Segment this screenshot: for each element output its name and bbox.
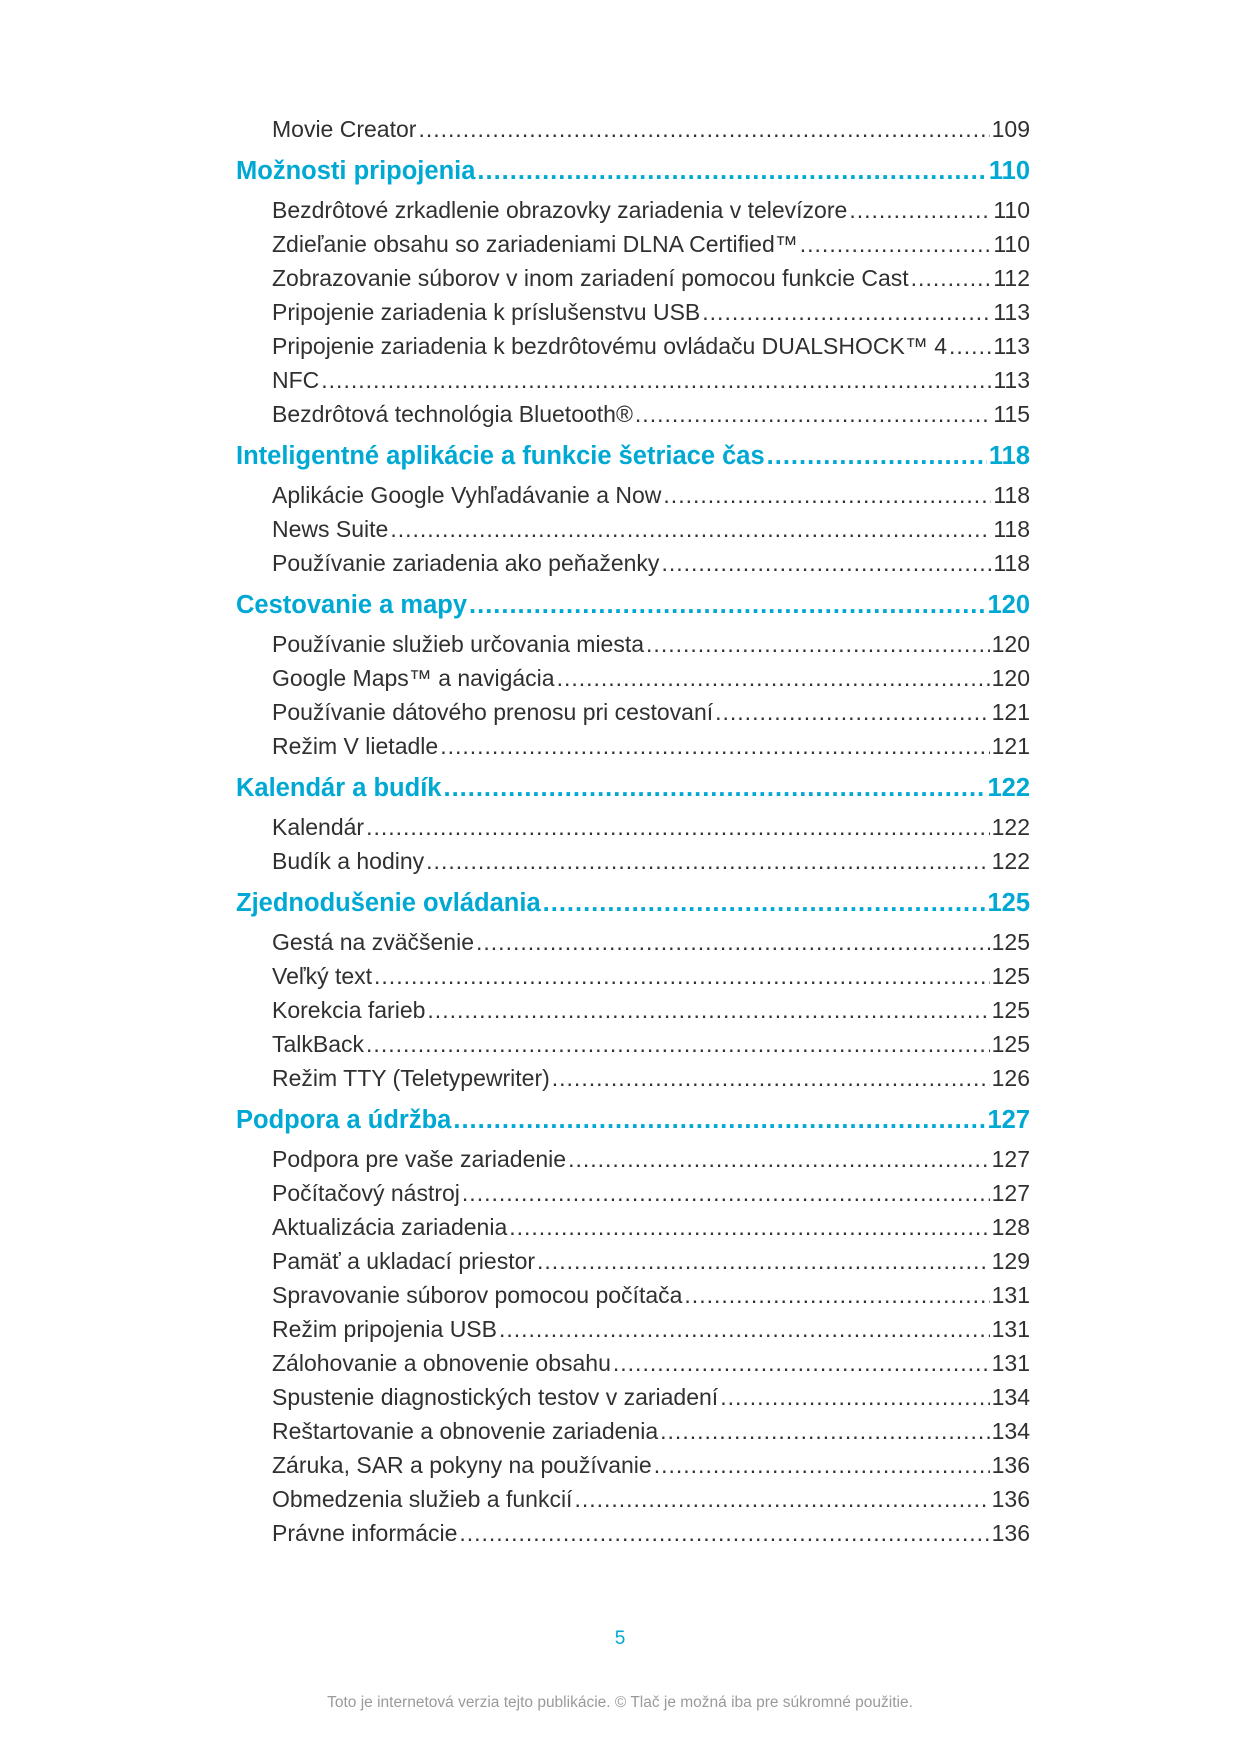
toc-page-number: 118 [993,516,1030,542]
toc-entry-title: Používanie dátového prenosu pri cestovaní [272,699,714,725]
dot-leader [469,584,985,627]
dot-leader [459,1516,989,1550]
toc-entry-row[interactable] [236,925,1030,959]
toc-entry-title: Používanie zariadenia ako peňaženky [272,550,660,576]
dot-leader [453,1099,985,1142]
toc-page-number: 110 [988,157,1030,185]
toc-section-row[interactable] [236,767,1030,810]
toc-entry-row[interactable] [236,546,1030,580]
dot-leader [418,112,989,146]
toc-section-row[interactable] [236,1099,1030,1142]
toc-page-number: 109 [991,116,1030,142]
toc-entry-row[interactable] [236,810,1030,844]
toc-section-row[interactable] [236,584,1030,627]
dot-leader [613,1346,990,1380]
toc-page-number: 125 [991,929,1030,955]
toc-entry-title: TalkBack [272,1031,365,1057]
toc-page-number: 136 [991,1486,1030,1512]
toc-section-row[interactable] [236,435,1030,478]
toc-page-number: 127 [991,1146,1030,1172]
toc-page-number: 134 [991,1418,1030,1444]
toc-page-number: 121 [991,699,1030,725]
dot-leader [684,1278,989,1312]
toc-entry-title: Veľký text [272,963,373,989]
toc-entry-row[interactable] [236,1210,1030,1244]
dot-leader [443,767,985,810]
toc-page-number: 118 [993,482,1030,508]
toc-page-number: 127 [991,1180,1030,1206]
dot-leader [654,1448,990,1482]
toc-entry-row[interactable] [236,227,1030,261]
toc-entry-title: Aktualizácia zariadenia [272,1214,508,1240]
page-number: 5 [614,1628,626,1649]
toc-page-number: 120 [987,591,1030,619]
toc-entry-row[interactable] [236,993,1030,1027]
toc-page-number: 121 [991,733,1030,759]
toc-entry-row[interactable] [236,729,1030,763]
toc-entry-row[interactable] [236,112,1030,146]
toc-entry-title: Zdieľanie obsahu so zariadeniami DLNA Certified™ [272,231,798,257]
toc-entry-row[interactable] [236,478,1030,512]
toc-page-number: 113 [993,333,1030,359]
toc-section-title: Podpora a údržba [236,1106,452,1134]
toc-entry-row[interactable] [236,261,1030,295]
toc-entry-title: Záruka, SAR a pokyny na používanie [272,1452,652,1478]
toc-entry-row[interactable] [236,661,1030,695]
dot-leader [800,227,992,261]
toc-entry-title: Právne informácie [272,1520,458,1546]
toc-page-number: 136 [991,1452,1030,1478]
toc-entry-title: Korekcia farieb [272,997,426,1023]
toc-entry-title: Aplikácie Google Vyhľadávanie a Now [272,482,662,508]
toc-entry-row[interactable] [236,363,1030,397]
toc-entry-title: Budík a hodiny [272,848,425,874]
dot-leader [660,1414,989,1448]
toc-page-number: 131 [991,1350,1030,1376]
toc-entry-title: Zobrazovanie súborov v inom zariadení pomocou funkcie Cast [272,265,909,291]
toc-page-number: 128 [991,1214,1030,1240]
toc-entry-title: Pripojenie zariadenia k príslušenstvu USB [272,299,701,325]
dot-leader [720,1380,989,1414]
toc-entry-row[interactable] [236,397,1030,431]
dot-leader [663,478,991,512]
toc-page-number: 120 [991,631,1030,657]
toc-page-number: 127 [987,1106,1030,1134]
toc-entry-title: Počítačový nástroj [272,1180,460,1206]
dot-leader [767,435,987,478]
toc-entry-title: Zálohovanie a obnovenie obsahu [272,1350,611,1376]
toc-entry-title: Spravovanie súborov pomocou počítača [272,1282,683,1308]
toc-section-row[interactable] [236,882,1030,925]
dot-leader [715,695,990,729]
toc-entry-row[interactable] [236,1312,1030,1346]
toc-section-title: Možnosti pripojenia [236,157,476,185]
toc-page-number: 110 [993,197,1030,223]
toc-page-number: 134 [991,1384,1030,1410]
toc-entry-title: Kalendár [272,814,365,840]
toc-entry-row[interactable] [236,1380,1030,1414]
dot-leader [635,397,991,431]
toc-page-number: 122 [987,774,1030,802]
toc-entry-row[interactable] [236,1142,1030,1176]
dot-leader [543,882,986,925]
dot-leader [537,1244,990,1278]
toc-entry-row[interactable] [236,1244,1030,1278]
toc-page-number: 136 [991,1520,1030,1546]
toc-entry-row[interactable] [236,1176,1030,1210]
toc-entry-row[interactable] [236,1482,1030,1516]
toc-entry-row[interactable] [236,512,1030,546]
toc-page-number: 126 [991,1065,1030,1091]
toc-page-number: 125 [991,997,1030,1023]
toc-entry-title: Gestá na zväčšenie [272,929,475,955]
toc-entry-title: Bezdrôtová technológia Bluetooth® [272,401,633,427]
toc-page-number: 129 [991,1248,1030,1274]
toc-section-title: Zjednodušenie ovládania [236,889,541,917]
toc-entry-row[interactable] [236,193,1030,227]
dot-leader [427,993,989,1027]
toc-page-number: 118 [993,550,1030,576]
toc-page-number: 115 [993,401,1030,427]
toc-page-number: 118 [988,442,1030,470]
toc-entry-title: Používanie služieb určovania miesta [272,631,645,657]
toc-page-number: 131 [991,1282,1030,1308]
toc-entry-row[interactable] [236,1516,1030,1550]
toc-entry-row[interactable] [236,627,1030,661]
toc-page-number: 122 [991,814,1030,840]
dot-leader [366,810,990,844]
dot-leader [374,959,990,993]
toc-entry-title: Reštartovanie a obnovenie zariadenia [272,1418,659,1444]
dot-leader [476,925,990,959]
toc-entry-row[interactable] [236,1061,1030,1095]
toc-page-number: 110 [993,231,1030,257]
table-of-contents [236,112,1030,1550]
dot-leader [911,261,992,295]
toc-entry-title: News Suite [272,516,389,542]
toc-page-number: 113 [993,367,1030,393]
toc-page-number: 120 [991,665,1030,691]
dot-leader [477,150,986,193]
dot-leader [462,1176,990,1210]
dot-leader [661,546,991,580]
toc-entry-row[interactable] [236,959,1030,993]
toc-page-number: 113 [993,299,1030,325]
dot-leader [390,512,991,546]
dot-leader [849,193,991,227]
toc-entry-row[interactable] [236,329,1030,363]
toc-entry-row[interactable] [236,1346,1030,1380]
dot-leader [552,1061,990,1095]
toc-entry-title: Režim V lietadle [272,733,439,759]
toc-entry-title: Režim TTY (Teletypewriter) [272,1065,550,1091]
dot-leader [574,1482,989,1516]
toc-entry-row[interactable] [236,1027,1030,1061]
dot-leader [557,661,990,695]
toc-page-number: 122 [991,848,1030,874]
toc-entry-title: Movie Creator [272,116,417,142]
toc-entry-row[interactable] [236,1414,1030,1448]
dot-leader [426,844,989,878]
toc-entry-title: Spustenie diagnostických testov v zariadení [272,1384,719,1410]
dot-leader [509,1210,989,1244]
toc-section-title: Cestovanie a mapy [236,591,468,619]
toc-page-number: 125 [987,889,1030,917]
toc-section-row[interactable] [236,150,1030,193]
toc-entry-title: Režim pripojenia USB [272,1316,497,1342]
toc-entry-title: Bezdrôtové zrkadlenie obrazovky zariadenia v televízore [272,197,848,223]
footer-note: Toto je internetová verzia tejto publikácie. © Tlač je možná iba pre súkromné použitie. [327,1694,913,1711]
toc-entry-title: Google Maps™ a navigácia [272,665,555,691]
dot-leader [568,1142,990,1176]
dot-leader [440,729,989,763]
toc-entry-row[interactable] [236,1448,1030,1482]
toc-page-number: 131 [991,1316,1030,1342]
toc-entry-row[interactable] [236,844,1030,878]
dot-leader [321,363,991,397]
toc-entry-row[interactable] [236,1278,1030,1312]
dot-leader [646,627,990,661]
dot-leader [366,1027,990,1061]
toc-entry-title: Pripojenie zariadenia k bezdrôtovému ovládaču DUALSHOCK™ 4 [272,333,948,359]
toc-page-number: 125 [991,963,1030,989]
dot-leader [949,329,991,363]
dot-leader [499,1312,990,1346]
toc-entry-title: Pamäť a ukladací priestor [272,1248,536,1274]
toc-entry-title: NFC [272,367,320,393]
toc-page-number: 112 [993,265,1030,291]
toc-entry-title: Obmedzenia služieb a funkcií [272,1486,573,1512]
toc-section-title: Inteligentné aplikácie a funkcie šetriace čas [236,442,765,470]
toc-page-number: 125 [991,1031,1030,1057]
toc-section-title: Kalendár a budík [236,774,442,802]
toc-entry-row[interactable] [236,695,1030,729]
toc-entry-title: Podpora pre vaše zariadenie [272,1146,567,1172]
toc-entry-row[interactable] [236,295,1030,329]
dot-leader [702,295,991,329]
